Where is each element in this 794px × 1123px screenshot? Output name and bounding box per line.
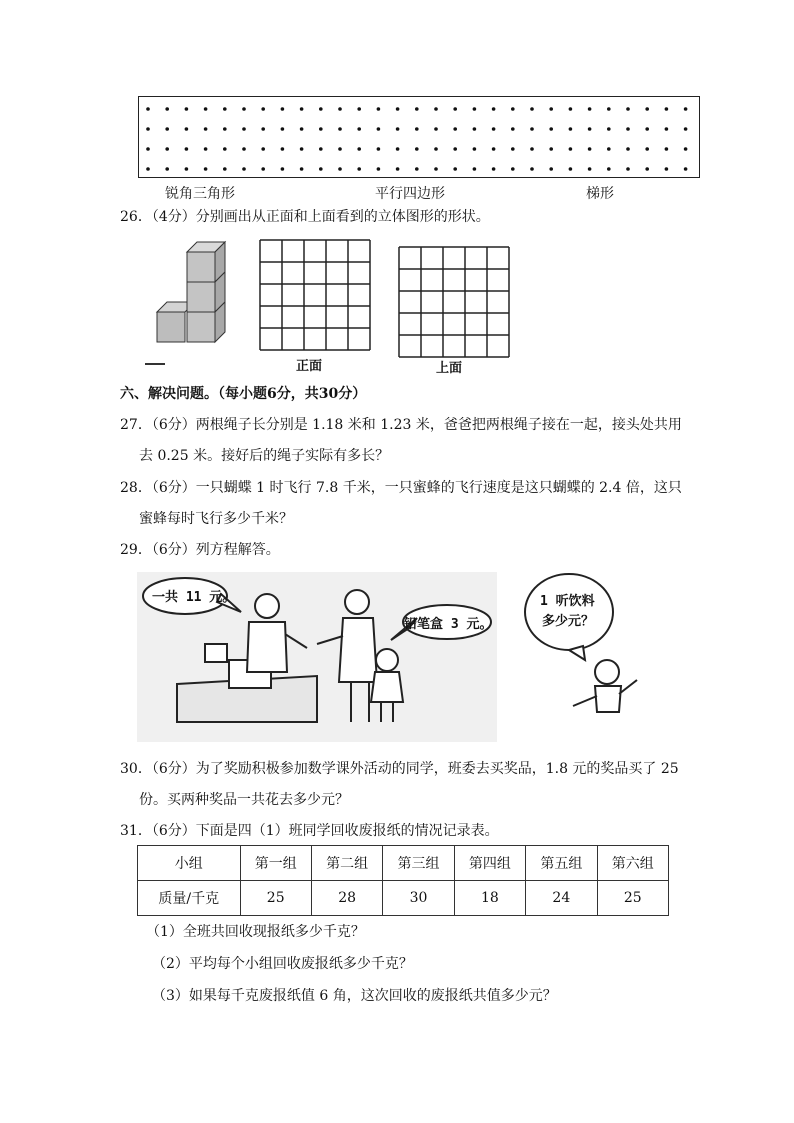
- grid-dot: [242, 167, 246, 171]
- grid-dot: [607, 127, 611, 131]
- grid-dot: [511, 107, 515, 111]
- grid-dot: [185, 167, 189, 171]
- dot-grid: [139, 97, 699, 177]
- grid-dot: [357, 147, 361, 151]
- grid-dot: [434, 127, 438, 131]
- q30-line2: 份。买两种奖品一共花去多少元？: [139, 792, 349, 808]
- grid-dot: [165, 107, 169, 111]
- grid-dot: [396, 167, 400, 171]
- grid-dot: [473, 147, 477, 151]
- q31-sub2: （2）平均每个小组回收废报纸多少千克？: [152, 956, 413, 972]
- grid-dot: [434, 167, 438, 171]
- grid-dot: [338, 107, 342, 111]
- grid-dot: [569, 147, 573, 151]
- grid-dot: [261, 107, 265, 111]
- grid-dot: [645, 107, 649, 111]
- grid-dot: [357, 107, 361, 111]
- grid-dot: [588, 147, 592, 151]
- grid-dot: [607, 147, 611, 151]
- grid-dot: [146, 107, 150, 111]
- grid-dot: [665, 167, 669, 171]
- label-trapezoid: 梯形: [586, 186, 614, 202]
- grid-dot: [146, 127, 150, 131]
- grid-dot: [492, 147, 496, 151]
- grid-dot: [377, 147, 381, 151]
- grid-dot: [281, 147, 285, 151]
- q30-line1: 30．（6分）为了奖励积极参加数学课外活动的同学，班委去买奖品，1.8 元的奖品买了 25: [120, 761, 679, 777]
- grid-dot: [530, 147, 534, 151]
- grid-dot: [607, 167, 611, 171]
- grid-dot: [165, 147, 169, 151]
- grid-dot: [204, 147, 208, 151]
- grid-dot: [396, 147, 400, 151]
- grid-dot: [146, 167, 150, 171]
- grid-dot: [185, 127, 189, 131]
- grid-dot: [261, 167, 265, 171]
- grid-dot: [569, 167, 573, 171]
- q31-sub1: （1）全班共回收现报纸多少千克？: [146, 924, 365, 940]
- table-cell: 第四组: [454, 846, 525, 881]
- grid-dot: [530, 107, 534, 111]
- table-cell: 小组: [138, 846, 241, 881]
- grid-dot: [377, 167, 381, 171]
- grid-dot: [204, 127, 208, 131]
- cube-figure: [145, 232, 245, 372]
- grid-dot: [300, 107, 304, 111]
- grid-dot: [146, 147, 150, 151]
- grid-dot: [626, 127, 630, 131]
- grid-dot: [645, 127, 649, 131]
- table-cell: 25: [240, 881, 311, 916]
- grid-dot: [530, 127, 534, 131]
- grid-dot: [569, 107, 573, 111]
- section-title: 六、解决问题。（每小题6分，共30分）: [120, 386, 367, 402]
- table-cell: 第六组: [597, 846, 668, 881]
- top-view-label: 上面: [436, 361, 463, 376]
- grid-dot: [684, 127, 688, 131]
- grid-dot: [549, 167, 553, 171]
- q27-line1: 27．（6分）两根绳子长分别是 1.18 米和 1.23 米，爸爸把两根绳子接在一起，接头处共用: [120, 417, 682, 433]
- table-cell: 质量/千克: [138, 881, 241, 916]
- grid-dot: [281, 167, 285, 171]
- q28-line2: 蜜蜂每时飞行多少千米？: [139, 511, 293, 527]
- grid-dot: [261, 127, 265, 131]
- grid-dot: [185, 147, 189, 151]
- grid-dot: [473, 107, 477, 111]
- grid-dot: [357, 127, 361, 131]
- grid-dot: [377, 107, 381, 111]
- grid-dot: [434, 147, 438, 151]
- grid-dot: [684, 107, 688, 111]
- q26-text: 26．（4分）分别画出从正面和上面看到的立体图形的形状。: [120, 209, 490, 225]
- grid-dot: [319, 127, 323, 131]
- grid-dot: [242, 147, 246, 151]
- grid-dot: [665, 147, 669, 151]
- grid-dot: [626, 167, 630, 171]
- table-cell: 第二组: [311, 846, 382, 881]
- table-header-row: [138, 846, 669, 881]
- bubble-question-line2: 多少元？: [542, 614, 595, 629]
- grid-dot: [415, 147, 419, 151]
- grid-dot: [165, 167, 169, 171]
- grid-dot: [492, 167, 496, 171]
- grid-dot: [319, 167, 323, 171]
- grid-dot: [338, 167, 342, 171]
- grid-dot: [319, 107, 323, 111]
- q28-line1: 28．（6分）一只蝴蝶 1 时飞行 7.8 千米，一只蜜蜂的飞行速度是这只蝴蝶的 2.4 倍，这只: [120, 480, 682, 496]
- grid-dot: [223, 147, 227, 151]
- grid-dot: [549, 147, 553, 151]
- grid-dot: [281, 107, 285, 111]
- grid-dot: [569, 127, 573, 131]
- grid-dot: [530, 167, 534, 171]
- grid-dot: [453, 127, 457, 131]
- label-parallelogram: 平行四边形: [375, 186, 445, 202]
- table-cell: 第五组: [526, 846, 597, 881]
- grid-dot: [223, 107, 227, 111]
- grid-dot: [511, 167, 515, 171]
- label-acute-triangle: 锐角三角形: [165, 186, 235, 202]
- grid-dot: [645, 167, 649, 171]
- dot-grid-box: [138, 96, 700, 178]
- grid-dot: [492, 127, 496, 131]
- grid-dot: [396, 127, 400, 131]
- grid-dot: [185, 107, 189, 111]
- grid-dot: [281, 127, 285, 131]
- grid-dot: [204, 167, 208, 171]
- bubble-pencil-case-text: 铅笔盒 3 元。: [404, 617, 493, 632]
- newspaper-table: [137, 845, 669, 916]
- grid-dot: [626, 147, 630, 151]
- grid-dot: [511, 127, 515, 131]
- table-cell: 28: [311, 881, 382, 916]
- grid-dot: [242, 107, 246, 111]
- grid-dot: [588, 107, 592, 111]
- grid-dot: [319, 147, 323, 151]
- grid-dot: [665, 127, 669, 131]
- front-view-grid: [258, 238, 376, 352]
- table-cell: 30: [383, 881, 454, 916]
- grid-dot: [453, 107, 457, 111]
- grid-dot: [453, 167, 457, 171]
- grid-dot: [338, 147, 342, 151]
- table-cell: 18: [454, 881, 525, 916]
- q29-text: 29．（6分）列方程解答。: [120, 542, 280, 558]
- grid-dot: [223, 127, 227, 131]
- grid-dot: [549, 107, 553, 111]
- grid-dot: [607, 107, 611, 111]
- bubble-total-text: 一共 11 元。: [152, 590, 236, 605]
- grid-dot: [415, 167, 419, 171]
- grid-dot: [242, 127, 246, 131]
- grid-dot: [473, 127, 477, 131]
- grid-dot: [338, 127, 342, 131]
- grid-dot: [223, 167, 227, 171]
- grid-dot: [473, 167, 477, 171]
- grid-dot: [434, 107, 438, 111]
- grid-dot: [588, 167, 592, 171]
- table-cell: 25: [597, 881, 668, 916]
- grid-dot: [511, 147, 515, 151]
- q31-text: 31．（6分）下面是四（1）班同学回收废报纸的情况记录表。: [120, 823, 499, 839]
- grid-dot: [204, 107, 208, 111]
- grid-dot: [357, 167, 361, 171]
- grid-dot: [665, 107, 669, 111]
- grid-dot: [300, 127, 304, 131]
- table-cell: 第三组: [383, 846, 454, 881]
- grid-dot: [415, 107, 419, 111]
- grid-dot: [396, 107, 400, 111]
- grid-dot: [415, 127, 419, 131]
- grid-dot: [626, 107, 630, 111]
- grid-dot: [165, 127, 169, 131]
- grid-dot: [261, 147, 265, 151]
- grid-dot: [300, 147, 304, 151]
- grid-dot: [300, 167, 304, 171]
- front-view-label: 正面: [296, 359, 323, 374]
- grid-dot: [377, 127, 381, 131]
- q31-sub3: （3）如果每千克废报纸值 6 角，这次回收的废报纸共值多少元？: [152, 988, 557, 1004]
- table-row: [138, 881, 669, 916]
- table-cell: 第一组: [240, 846, 311, 881]
- q27-line2: 去 0.25 米。接好后的绳子实际有多长？: [139, 448, 390, 464]
- table-cell: 24: [526, 881, 597, 916]
- bubble-question-line1: 1 听饮料: [540, 594, 595, 609]
- grid-dot: [684, 167, 688, 171]
- grid-dot: [684, 147, 688, 151]
- grid-dot: [645, 147, 649, 151]
- top-view-grid: [397, 245, 515, 359]
- grid-dot: [453, 147, 457, 151]
- grid-dot: [492, 107, 496, 111]
- grid-dot: [549, 127, 553, 131]
- grid-dot: [588, 127, 592, 131]
